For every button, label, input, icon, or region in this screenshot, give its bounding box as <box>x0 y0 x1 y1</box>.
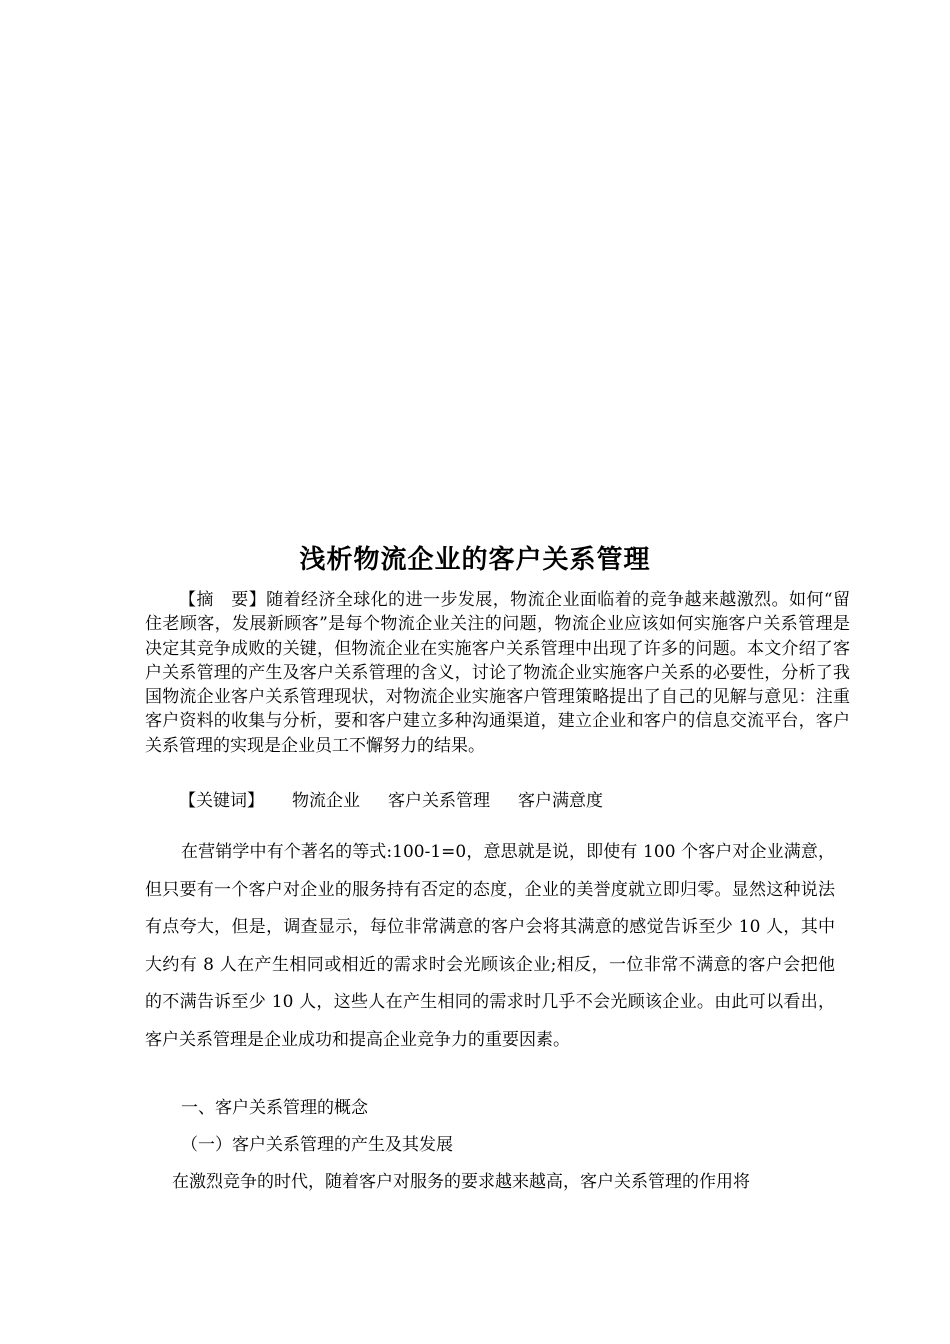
abstract-paragraph <box>145 588 850 758</box>
abstract-label: 【摘 要】 <box>179 590 267 610</box>
keywords-label: 【关键词】 <box>179 791 264 811</box>
intro-paragraph: 在营销学中有个著名的等式:100-1=0，意思就是说，即使有 100 个客户对企业满意，但只要有一个客户对企业的服务持有否定的态度，企业的美誉度就立即归零。显然这种说法有点夸大，但是，调查显示，每位非常满意的客户会将其满意的感觉告诉至少 10 人，其中大约有 8 人在产生相同或相近的需求时会光顾该企业;相反，一位非常不满意的客户会把他的不满告诉至少 10 人，这些人在产生相同的需求时几乎不会光顾该企业。由此可以看出，客户关系管理是企业成功和提高企业竞争力的重要因素。 <box>145 842 835 1050</box>
body-paragraph-start: 在激烈竞争的时代，随着客户对服务的要求越来越高，客户关系管理的作用将 <box>172 1172 750 1192</box>
keyword-item: 客户关系管理 <box>388 791 490 811</box>
keyword-item: 物流企业 <box>292 791 360 811</box>
subsection-heading: （一）客户关系管理的产生及其发展 <box>181 1135 453 1155</box>
abstract-section <box>145 588 850 758</box>
keywords-line <box>179 789 603 813</box>
document-title: 浅析物流企业的客户关系管理 <box>299 545 651 575</box>
abstract-text: 随着经济全球化的进一步发展，物流企业面临着的竞争越来越激烈。如何“留住老顾客，发展新顾客”是每个物流企业关注的问题，物流企业应该如何实施客户关系管理是决定其竞争成败的关键，但物流企业在实施客户关系管理中出现了许多的问题。本文介绍了客户关系管理的产生及客户关系管理的含义，讨论了物流企业实施客户关系的必要性，分析了我国物流企业客户关系管理现状，对物流企业实施客户管理策略提出了自己的见解与意见：注重客户资料的收集与分析，要和客户建立多种沟通渠道，建立企业和客户的信息交流平台，客户关系管理的实现是企业员工不懈努力的结果。 <box>145 590 850 756</box>
intro-section <box>145 834 835 1060</box>
section-heading: 一、客户关系管理的概念 <box>181 1098 368 1118</box>
keyword-item: 客户满意度 <box>518 791 603 811</box>
